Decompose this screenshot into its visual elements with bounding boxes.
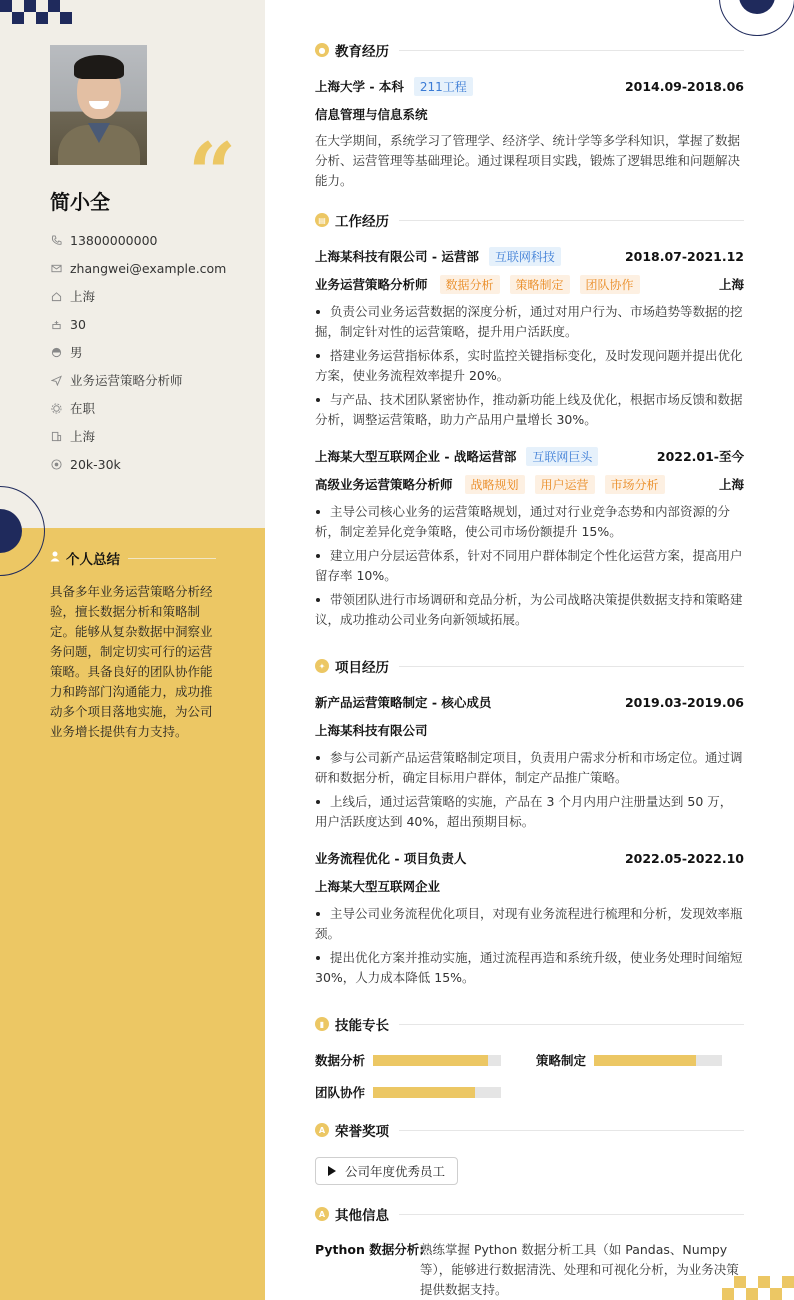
profile-name: 简小全 [50,190,110,214]
info-home [50,282,226,310]
job-1-role-row [315,275,744,293]
section-projects [315,656,744,676]
info-icon: A [315,1207,329,1221]
job-1-role: 业务运营策略分析师 [315,277,428,292]
skills-heading: 技能专长 [335,1018,389,1034]
play-icon [328,1166,336,1176]
job-2-role-row [315,475,744,493]
education-date: 2014.09-2018.06 [624,78,744,94]
other-text: 熟练掌握 Python 数据分析工具（如 Pandas、Numpy 等），能够进行数据清洗、处理和可视化分析，为业务决策提供数据支持。 [420,1242,739,1297]
education-heading: 教育经历 [335,44,389,60]
job-2-skill-tag: 战略规划 [465,475,525,494]
project-2-org: 上海某大型互联网企业 [315,879,441,894]
job-2-tag: 互联网巨头 [526,447,598,466]
info-salary [50,450,226,478]
job-1-bullet: 负责公司业务运营数据的深度分析，通过对用户行为、市场趋势等数据的挖掘，制定针对性的运营策略，提升用户活跃度。 [315,304,743,339]
section-honors [315,1120,744,1140]
job-2-role: 高级业务运营策略分析师 [315,477,453,492]
section-skills [315,1014,744,1034]
projects-heading: 项目经历 [335,660,389,676]
project-1-bullet: 参与公司新产品运营策略制定项目，负责用户需求分析和市场定位。通过调研和数据分析，确定目标用户群体，制定产品推广策略。 [315,750,743,785]
info-city-text: 上海 [70,429,96,444]
job-2-skill-tag: 市场分析 [605,475,665,494]
info-phone-text: 13800000000 [70,232,158,248]
skill-fill [373,1087,475,1098]
info-home-text: 上海 [70,289,96,304]
status-icon [50,402,62,414]
skill-name: 团队协作 [315,1085,366,1100]
checker-decoration [0,0,75,24]
education-major: 信息管理与信息系统 [315,107,428,122]
user-icon [50,551,60,565]
salary-icon [50,458,62,470]
work-heading: 工作经历 [335,214,389,230]
gender-icon [50,346,62,358]
section-other [315,1204,744,1224]
honors-heading: 荣誉奖项 [335,1124,389,1140]
project-1-name: 新产品运营策略制定 - 核心成员 [315,695,492,710]
job-1-bullet: 与产品、技术团队紧密协作，推动新功能上线及优化，根据市场反馈和数据分析，调整运营策略，助力产品用户量增长 30%。 [315,392,743,427]
home-icon [50,290,62,302]
skill-bar [373,1087,501,1098]
info-city [50,422,226,450]
award-item [315,1157,458,1185]
other-label: Python 数据分析: [315,1242,425,1257]
chart-icon: ▮ [315,1017,329,1031]
project-1-org: 上海某科技有限公司 [315,723,428,738]
info-position-text: 业务运营策略分析师 [70,373,183,388]
job-1-skill-tag: 策略制定 [510,275,570,294]
info-age-text: 30 [70,316,86,332]
job-1-company: 上海某科技有限公司 - 运营部 [315,249,479,264]
project-2-bullet: 主导公司业务流程优化项目，对现有业务流程进行梳理和分析，发现效率瓶颈。 [315,906,743,941]
skill-fill [594,1055,696,1066]
job-1-skill-tag: 团队协作 [580,275,640,294]
job-1-bullet: 搭建业务运营指标体系，实时监控关键指标变化，及时发现问题并提出优化方案，使业务流程效率提升 20%。 [315,348,743,383]
job-1-date: 2018.07-2021.12 [624,248,744,264]
job-1-header [315,247,744,265]
skill-bar [373,1055,501,1066]
job-1-skill-tag: 数据分析 [440,275,500,294]
building-icon [50,430,62,442]
project-2-org-row [315,877,744,895]
info-phone [50,226,226,254]
project-1-date: 2019.03-2019.06 [624,694,744,710]
job-2-date: 2022.01-至今 [656,449,744,464]
briefcase-icon: ▤ [315,213,329,227]
project-icon: ✦ [315,659,329,673]
skill-fill [373,1055,488,1066]
info-age [50,310,226,338]
skill-name: 数据分析 [315,1053,366,1068]
project-1-header [315,693,744,711]
project-2-name: 业务流程优化 - 项目负责人 [315,851,467,866]
education-desc: 在大学期间，系统学习了管理学、经济学、统计学等多学科知识，掌握了数据分析、运营管理等基础理论。通过课程项目实践，锻炼了逻辑思维和问题解决能力。 [315,133,741,188]
send-icon [50,374,62,386]
job-2-skill-tag: 用户运营 [535,475,595,494]
skill-bar [594,1055,722,1066]
info-email-text: zhangwei@example.com [70,260,227,276]
summary-title [50,548,216,568]
section-education [315,40,744,60]
project-2-bullet: 提出优化方案并推动实施，通过流程再造和系统升级，使业务处理时间缩短 30%，人力成本降低 15%。 [315,950,743,985]
project-2-header [315,849,744,867]
other-heading: 其他信息 [335,1208,389,1224]
skill-name: 策略制定 [536,1053,587,1068]
phone-icon [50,234,62,246]
summary-heading: 个人总结 [66,552,120,568]
job-2-city: 上海 [718,477,744,492]
education-tag: 211工程 [414,77,473,96]
info-salary-text: 20k-30k [70,456,121,472]
education-header [315,77,744,95]
job-2-header [315,447,744,465]
section-work [315,210,744,230]
summary-text: 具备多年业务运营策略分析经验，擅长数据分析和策略制定。能够从复杂数据中洞察业务问题，制定切实可行的运营策略。具备良好的团队协作能力和跨部门沟通能力，成功推动多个项目落地实施，为公司业务增长提供有力支持。 [50,584,213,739]
age-icon [50,318,62,330]
job-2-bullet: 建立用户分层运营体系，针对不同用户群体制定个性化运营方案，提高用户留存率 10%。 [315,548,743,583]
award-label: 公司年度优秀员工 [345,1164,446,1179]
project-1-org-row [315,721,744,739]
mail-icon [50,262,62,274]
skill-item [315,1084,501,1100]
job-1-tag: 互联网科技 [489,247,561,266]
award-icon: A [315,1123,329,1137]
avatar [50,45,147,165]
contact-info [50,226,226,478]
info-gender-text: 男 [70,345,83,360]
quote-icon: “ [188,124,237,223]
info-status [50,394,226,422]
education-school: 上海大学 - 本科 [315,79,404,94]
skill-item [536,1052,722,1068]
education-major-row [315,105,744,123]
education-icon: ● [315,43,329,57]
info-gender [50,338,226,366]
project-1-bullet: 上线后，通过运营策略的实施，产品在 3 个月内用户注册量达到 50 万，用户活跃度达到 40%，超出预期目标。 [315,794,733,829]
job-1-city: 上海 [718,277,744,292]
job-2-company: 上海某大型互联网企业 - 战略运营部 [315,449,517,464]
job-2-bullet: 主导公司核心业务的运营策略规划，通过对行业竞争态势和内部资源的分析，制定差异化竞争策略，使公司市场份额提升 15%。 [315,504,731,539]
project-2-date: 2022.05-2022.10 [624,850,744,866]
info-position [50,366,226,394]
info-email [50,254,226,282]
circle-decoration-top-right [719,0,794,36]
job-2-bullet: 带领团队进行市场调研和竞品分析，为公司战略决策提供数据支持和策略建议，成功推动公司业务向新领域拓展。 [315,592,743,627]
skill-item [315,1052,501,1068]
info-status-text: 在职 [70,401,96,416]
